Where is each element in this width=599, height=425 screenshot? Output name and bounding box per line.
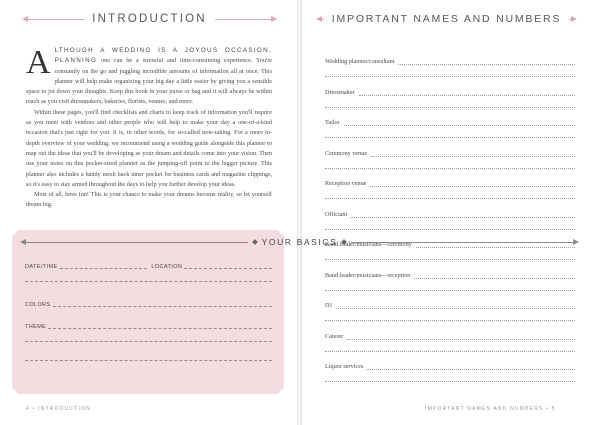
location-field[interactable] — [184, 268, 272, 269]
date-location-row — [25, 260, 272, 270]
entry-line[interactable] — [398, 64, 575, 65]
basics-blank-line[interactable] — [25, 360, 272, 361]
entry-line[interactable] — [359, 95, 575, 96]
theme-row — [25, 320, 272, 330]
intro-paragraph-3: Most of all, have fun! This is your chance to make your dreams become reality, so let yourself dream big. — [26, 191, 272, 209]
date-time-field[interactable] — [60, 268, 148, 269]
entry-line[interactable] — [325, 229, 575, 230]
entry-line[interactable] — [325, 198, 575, 199]
basics-corner-bl — [7, 389, 17, 399]
entry-line[interactable] — [325, 320, 575, 321]
entry-line[interactable] — [347, 339, 575, 340]
basics-corner-tr — [279, 225, 289, 235]
entry-label: Caterer — [325, 332, 344, 340]
entry-label: Band leader/musicians—reception — [325, 271, 411, 279]
entry-line[interactable] — [414, 278, 575, 279]
names-header — [318, 8, 575, 30]
page-title: IMPORTANT NAMES AND NUMBERS — [331, 13, 562, 25]
paragraph-text: one can be a stressful and time-consuming experience. You're constantly on the go and juggling incredible amounts of information all at once. This planner will help make organizing your big day a little easier by giving you a sensible space to jot down your thoughts. Keep this book in your purse or bag and it will always be within reach as you visit dressmakers, bakeries, florists, venues, and more. — [26, 57, 273, 106]
colors-label: COLORS — [25, 302, 51, 308]
header-rule-right — [215, 19, 275, 20]
basics-blank-line[interactable] — [25, 341, 272, 342]
intro-paragraph-2: Within these pages, you'll find checklists and charts to keep track of information you'll require as you meet with vendors and other people who will help to make your day a one-of-a-kind occasion that's just right for you. It is, in other words, for so-called note-taking. For a more in-depth overview of your wedding, we recommend using a wedding guide alongside this planner to map out the ideas that you'll be developing as your dream and details come into your vision. Then use your notes on this pocket-sized planner as the jumping-off point to the bigger picture. This planner also includes a handy mesh back inner pocket for business cards and magazine clippings, so it's easy to stay armed throughout the days to help you further develop your ideas. — [26, 108, 272, 188]
drop-cap: A — [26, 44, 51, 81]
entry-line[interactable] — [325, 137, 575, 138]
date-time-label: DATE/TIME — [25, 264, 58, 270]
colors-field[interactable] — [53, 306, 272, 307]
basics-blank-line[interactable] — [25, 281, 272, 282]
entry-line[interactable] — [325, 259, 575, 260]
entry-label: Wedding planner/consultant — [325, 58, 395, 65]
basics-title: YOUR BASICS — [261, 237, 338, 247]
entry-label: Officiant — [325, 210, 348, 218]
entry-line[interactable] — [371, 156, 575, 157]
basics-corner-tl — [7, 225, 17, 235]
entry-line[interactable] — [367, 369, 575, 370]
entry-label: Tailor — [325, 119, 340, 126]
your-basics-box — [12, 230, 284, 394]
intro-paragraph-1 — [26, 46, 272, 108]
entry-label: Dressmaker — [325, 88, 355, 96]
entry-line[interactable] — [325, 290, 575, 291]
location-label: LOCATION — [151, 264, 183, 270]
entry-label: Band leader/musicians—ceremony — [325, 241, 412, 248]
entry-line[interactable] — [416, 247, 575, 248]
lead-in-caps: LTHOUGH A WEDDING IS A JOYOUS OCCASION, PLANNING — [54, 47, 272, 65]
theme-field[interactable] — [48, 328, 272, 329]
entry-label: Reception venue — [325, 180, 367, 187]
basics-rule-left — [22, 242, 248, 243]
theme-label: THEME — [25, 324, 47, 330]
right-page-footer: IMPORTANT NAMES AND NUMBERS • 5 — [425, 406, 556, 412]
entry-line[interactable] — [325, 76, 575, 77]
intro-header — [24, 8, 275, 30]
entry-label: DJ — [325, 302, 332, 309]
left-page-footer: 4 • INTRODUCTION — [26, 406, 91, 412]
entry-line[interactable] — [325, 381, 575, 382]
entry-line[interactable] — [325, 351, 575, 352]
colors-row — [25, 298, 272, 308]
header-rule-left — [318, 19, 324, 20]
entry-label: Liquor services — [325, 363, 364, 370]
entry-line[interactable] — [336, 308, 575, 309]
header-rule-right — [569, 19, 575, 20]
page-title: INTRODUCTION — [92, 13, 207, 25]
basics-corner-br — [279, 389, 289, 399]
entry-line[interactable] — [325, 107, 575, 108]
header-rule-left — [24, 19, 84, 20]
entry-line[interactable] — [370, 186, 575, 187]
entry-line[interactable] — [344, 125, 575, 126]
entry-line[interactable] — [351, 217, 575, 218]
diamond-icon — [252, 239, 258, 245]
entry-label: Ceremony venue — [325, 149, 368, 157]
intro-text — [26, 46, 272, 211]
entry-line[interactable] — [325, 168, 575, 169]
